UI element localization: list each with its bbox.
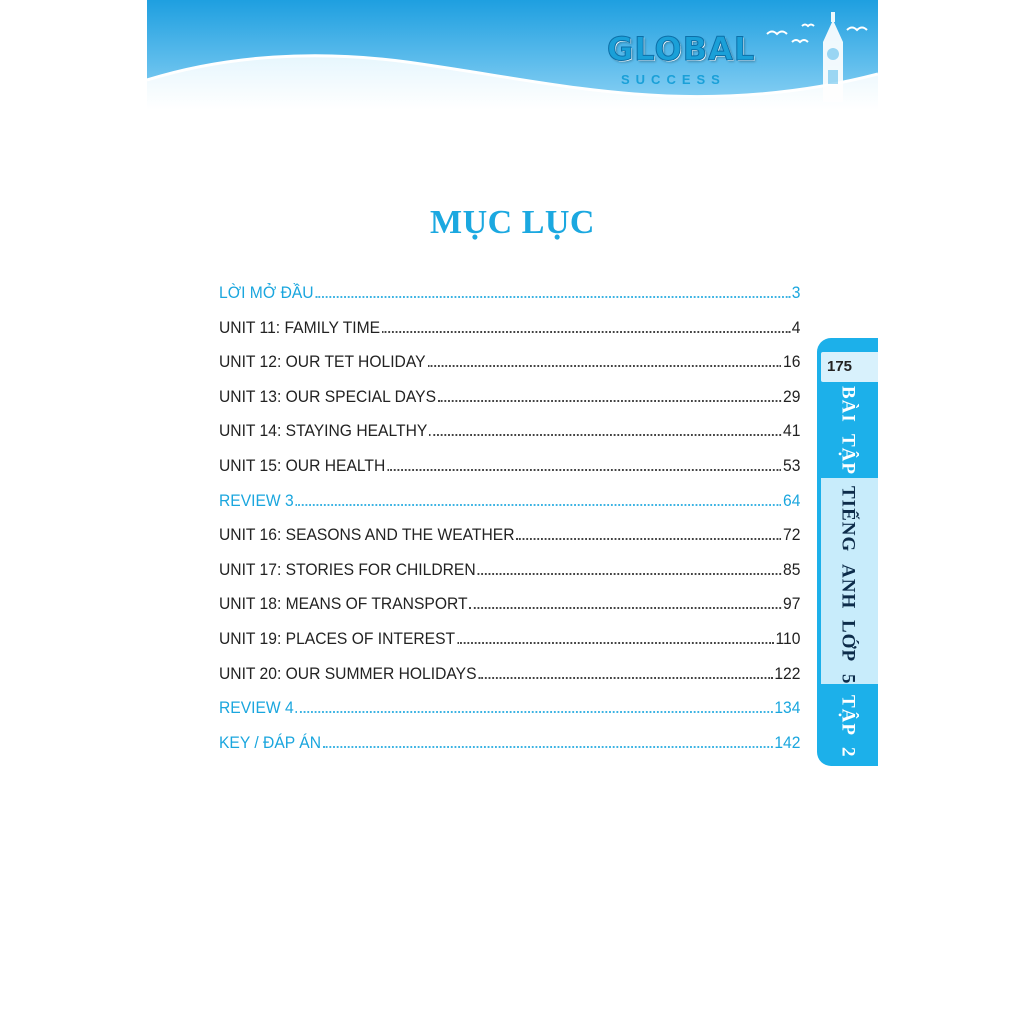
toc-row (219, 318, 800, 353)
toc-entry-page: 16 (783, 352, 801, 372)
toc-entry-page: 64 (783, 490, 801, 510)
toc-entry-label: UNIT 18: MEANS OF TRANSPORT (219, 594, 468, 614)
book-page (147, 0, 878, 1024)
toc-dot-leader (516, 538, 781, 540)
page-number-box (821, 352, 878, 382)
side-tab-word: LỚP (837, 620, 859, 663)
toc-entry-label: UNIT 13: OUR SPECIAL DAYS (219, 386, 437, 406)
toc-dot-leader (469, 607, 781, 609)
toc-entry-page: 142 (774, 732, 801, 752)
toc-row (219, 560, 800, 595)
side-tab-word: BÀI (837, 386, 859, 423)
toc-row (219, 352, 800, 387)
toc-entry-page: 110 (775, 628, 801, 648)
toc-entry-page: 122 (774, 663, 801, 683)
toc-dot-leader (296, 711, 773, 713)
toc-row (219, 664, 800, 699)
side-tab-word: TẬP (837, 434, 859, 476)
side-tab-word: 5 (837, 673, 859, 685)
toc-entry-label: UNIT 19: PLACES OF INTEREST (219, 628, 456, 648)
toc-entry-label: REVIEW 3 (219, 490, 294, 510)
global-success-logo (607, 30, 757, 92)
page-title: MỤC LỤC (430, 204, 595, 241)
toc-entry-page: 72 (783, 525, 801, 545)
toc-entry-label: UNIT 17: STORIES FOR CHILDREN (219, 559, 476, 579)
toc-entry-label: UNIT 11: FAMILY TIME (219, 317, 381, 337)
page-number: 175 (827, 358, 853, 375)
sky-wave-graphic (147, 0, 878, 110)
toc-entry-page: 41 (783, 421, 801, 441)
toc-dot-leader (323, 746, 773, 748)
toc-entry-page: 3 (791, 283, 801, 302)
toc-dot-leader (382, 331, 790, 333)
toc-row (219, 283, 800, 318)
toc-dot-leader (438, 400, 781, 402)
toc-row (219, 456, 800, 491)
toc-row (219, 421, 800, 456)
side-tab-word: ANH (837, 563, 859, 609)
logo-main-text: GLOBAL (607, 30, 756, 68)
toc-entry-label: UNIT 12: OUR TET HOLIDAY (219, 352, 426, 372)
toc-dot-leader (387, 469, 781, 471)
table-of-contents (219, 283, 801, 767)
toc-row (219, 594, 800, 629)
toc-dot-leader (429, 434, 781, 436)
toc-row (219, 387, 800, 422)
side-tab-word: 2 (837, 747, 859, 758)
toc-entry-label: UNIT 15: OUR HEALTH (219, 455, 386, 475)
toc-row (219, 525, 800, 560)
toc-entry-label: UNIT 14: STAYING HEALTHY (219, 421, 428, 441)
page-header-banner (147, 0, 878, 110)
toc-row (219, 698, 800, 733)
toc-row (219, 629, 800, 664)
toc-dot-leader (296, 504, 782, 506)
logo-sub-text: SUCCESS (621, 72, 726, 87)
toc-entry-label: UNIT 16: SEASONS AND THE WEATHER (219, 525, 515, 545)
toc-entry-page: 53 (783, 455, 801, 475)
toc-entry-page: 97 (783, 594, 801, 614)
toc-entry-page: 134 (774, 698, 801, 718)
toc-entry-label: REVIEW 4 (219, 698, 294, 718)
toc-dot-leader (427, 365, 781, 367)
side-tab-word: TẬP (837, 695, 859, 737)
toc-entry-label: LỜI MỞ ĐẦU (219, 283, 314, 302)
toc-entry-page: 4 (791, 317, 801, 337)
toc-entry-label: KEY / ĐÁP ÁN (219, 732, 322, 752)
toc-dot-leader (478, 677, 772, 679)
toc-row (219, 733, 800, 768)
side-tab (817, 338, 878, 766)
toc-row (219, 491, 800, 526)
side-tab-book-title (817, 386, 878, 758)
toc-entry-page: 85 (783, 559, 801, 579)
toc-dot-leader (315, 296, 789, 298)
toc-dot-leader (457, 642, 774, 644)
side-tab-word: TIẾNG (837, 486, 859, 553)
toc-entry-page: 29 (783, 386, 801, 406)
toc-entry-label: UNIT 20: OUR SUMMER HOLIDAYS (219, 663, 477, 683)
toc-dot-leader (478, 573, 782, 575)
